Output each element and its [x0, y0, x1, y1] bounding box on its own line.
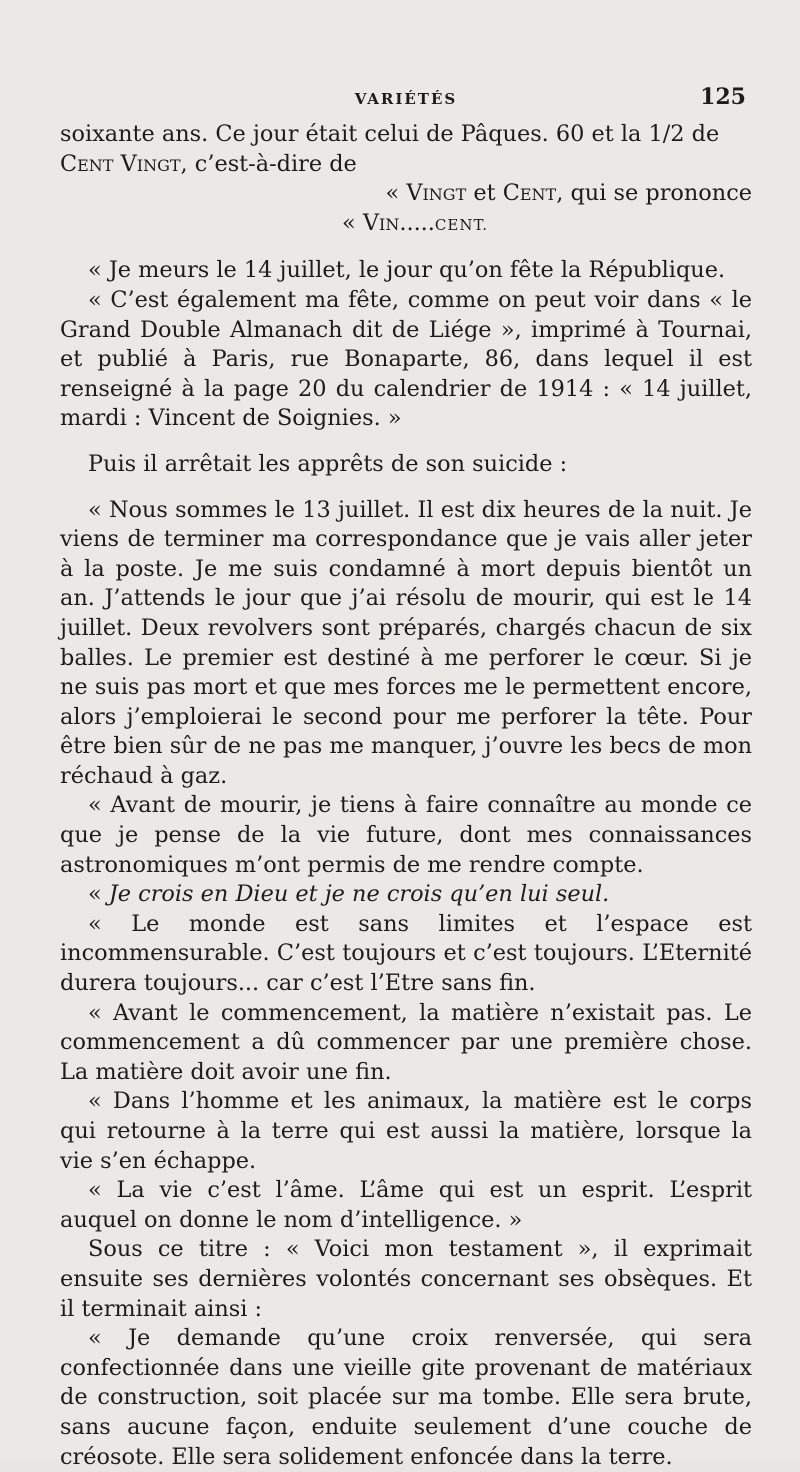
paragraph	[60, 120, 752, 150]
quote-line	[60, 179, 752, 209]
small-caps-text: Cent Vingt	[60, 150, 181, 177]
running-head: VARIÉTÉS	[354, 90, 458, 108]
ellipsis: .....	[399, 209, 435, 236]
small-caps-text: Vin	[362, 209, 400, 236]
paragraph: « Le monde est sans limites et l’espace est incommensurable. C’est toujours et c’est toujours. L’Eternité durera toujours... car c’est l’Etre sans fin.	[60, 910, 752, 997]
text-line: soixante ans. Ce jour était celui de Pâques. 60 et la 1/2 de	[60, 121, 720, 147]
body-text	[60, 120, 752, 1472]
small-caps-text: CENT.	[434, 215, 489, 234]
paragraph: « Je meurs le 14 juillet, le jour qu’on fête la République.	[88, 257, 726, 284]
paragraph	[60, 150, 752, 180]
text-line: et	[466, 180, 503, 207]
paragraph: « Avant le commencement, la matière n’existait pas. Le commencement a dû commencer par une première chose. La matière doit avoir une fin.	[60, 999, 752, 1085]
paragraph: « La vie c’est l’âme. L’âme qui est un esprit. L’esprit auquel on donne le nom d’intelligence. »	[60, 1177, 752, 1233]
paragraph: Puis il arrêtait les apprêts de son suicide :	[88, 450, 568, 477]
page-number: 125	[700, 84, 746, 110]
quote-mark: «	[342, 209, 363, 236]
paragraph: « Avant de mourir, je tiens à faire connaître au monde ce que je pense de la vie future, dont mes connaissances astronomiques m’ont permis de me rendre compte.	[60, 792, 752, 878]
paragraph: Sous ce titre : « Voici mon testament », il exprimait ensuite ses dernières volontés concernant ses obsèques. Et il terminait ainsi :	[60, 1236, 752, 1322]
page-header	[60, 84, 752, 120]
italic-text: Je crois en Dieu et je ne crois qu’en lui seul.	[108, 881, 610, 908]
text-line: , c’est-à-dire de	[180, 150, 357, 177]
small-caps-text: Cent	[502, 180, 557, 207]
paragraph: « Dans l’homme et les animaux, la matière est le corps qui retourne à la terre qui est aussi la matière, lorsque la vie s’en échappe.	[60, 1088, 752, 1174]
paragraph: « Nous sommes le 13 juillet. Il est dix heures de la nuit. Je viens de terminer ma correspondance que je vais aller jeter à la poste. Je me suis condamné à mort depuis bientôt un an. J’attends le jour que j’ai résolu de mourir, qui est le 14 juillet. Deux revolvers sont préparés, chargés chacun de six balles. Le premier est destiné à me perforer le cœur. Si je ne suis pas mort et que mes forces me le permettent encore, alors j’emploierai le second pour me perforer la tête. Pour être bien sûr de ne pas me manquer, j’ouvre les becs de mon réchaud à gaz.	[60, 496, 752, 789]
paragraph: « C’est également ma fête, comme on peut voir dans « le Grand Double Almanach dit de Liége », imprimé à Tournai, et publié à Paris, rue Bonaparte, 86, dans lequel il est renseigné à la page 20 du calendrier de 1914 : « 14 juillet, mardi : Vincent de Soignies. »	[60, 286, 752, 432]
quote-mark: «	[88, 881, 109, 908]
quote-line	[342, 209, 752, 241]
paragraph	[60, 880, 752, 910]
quote-mark: «	[385, 180, 407, 207]
small-caps-text: Vingt	[406, 180, 467, 207]
text-line: , qui se prononce	[556, 180, 752, 207]
paragraph: « Je demande qu’une croix renversée, qui sera confectionnée dans une vieille gite provenant de matériaux de construction, soit placée sur ma tombe. Elle sera brute, sans aucune façon, enduite seulement d’une couche de créosote. Elle sera solidement enfoncée dans la terre.	[60, 1325, 752, 1470]
